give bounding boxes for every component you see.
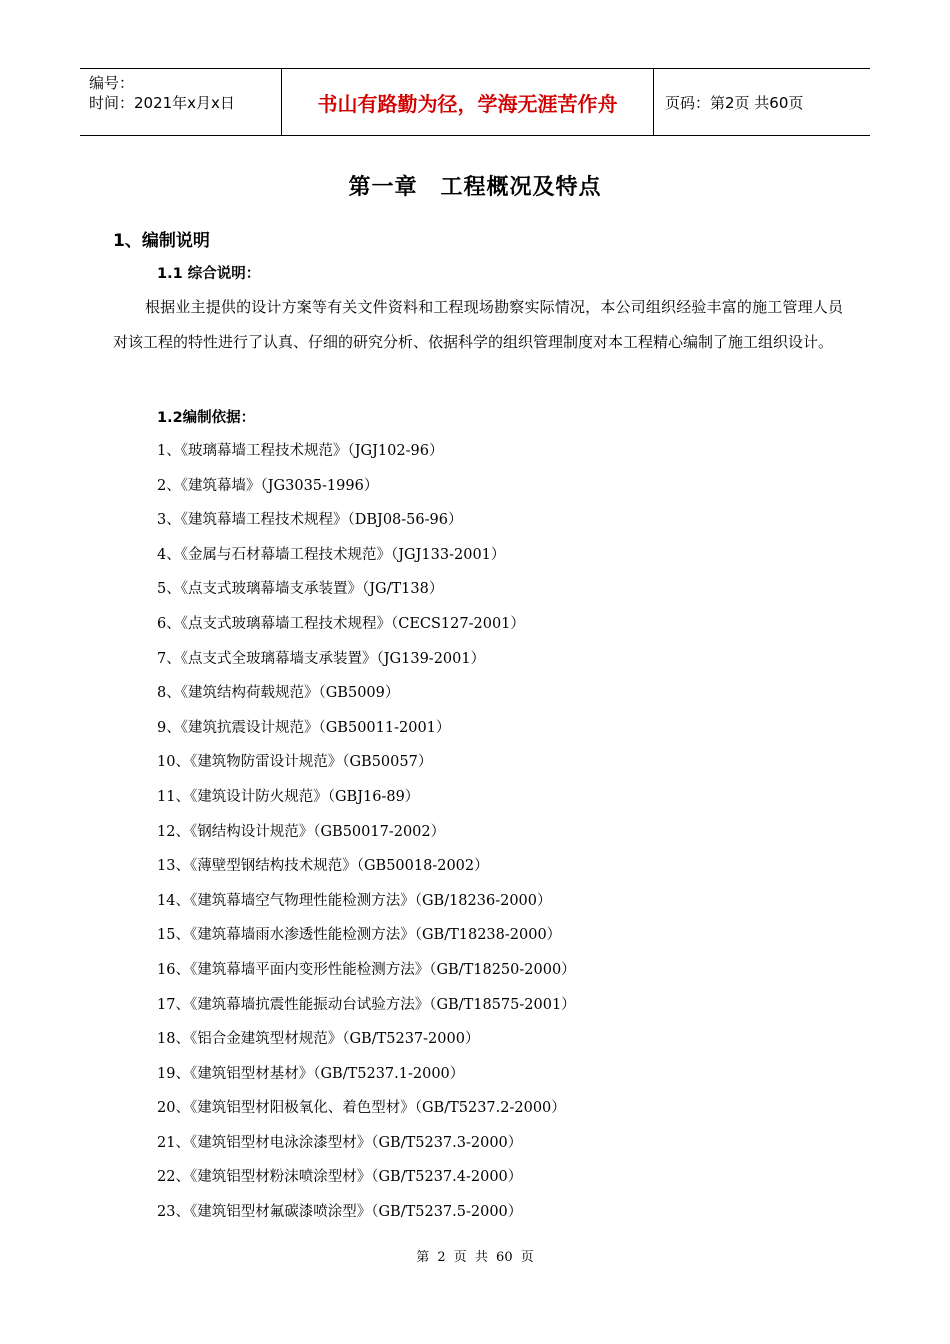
list-item: 3、《建筑幕墙工程技术规程》（DBJ08-56-96） — [157, 512, 463, 529]
section-title: 1、编制说明 — [113, 231, 210, 251]
list-item: 21、《建筑铝型材电泳涂漆型材》（GB/T5237.3-2000） — [157, 1134, 523, 1151]
subsection-title-1-1: 1.1 综合说明： — [157, 266, 261, 282]
list-item: 18、《铝合金建筑型材规范》（GB/T5237-2000） — [157, 1031, 480, 1048]
list-item: 4、《金属与石材幕墙工程技术规范》（JGJ133-2001） — [157, 546, 506, 563]
subsection-title-1-2: 1.2编制依据： — [157, 410, 256, 426]
page-header — [80, 68, 870, 136]
list-item: 17、《建筑幕墙抗震性能振动台试验方法》（GB/T18575-2001） — [157, 996, 576, 1013]
list-item: 20、《建筑铝型材阳极氧化、着色型材》（GB/T5237.2-2000） — [157, 1100, 566, 1117]
list-item: 8、《建筑结构荷载规范》（GB5009） — [157, 685, 400, 702]
list-item: 14、《建筑幕墙空气物理性能检测方法》（GB/18236-2000） — [157, 892, 552, 909]
list-item: 6、《点支式玻璃幕墙工程技术规程》（CECS127-2001） — [157, 615, 525, 632]
header-page-info: 页码：第2页 共60页 — [665, 93, 804, 112]
list-item: 16、《建筑幕墙平面内变形性能检测方法》（GB/T18250-2000） — [157, 961, 576, 978]
list-item: 12、《钢结构设计规范》（GB50017-2002） — [157, 823, 446, 840]
list-item: 10、《建筑物防雷设计规范》（GB50057） — [157, 754, 433, 771]
list-item: 9、《建筑抗震设计规范》（GB50011-2001） — [157, 719, 451, 736]
list-item: 11、《建筑设计防火规范》（GBJ16-89） — [157, 788, 420, 805]
chapter-title: 第一章 工程概况及特点 — [348, 175, 602, 200]
list-item: 19、《建筑铝型材基材》（GB/T5237.1-2000） — [157, 1065, 465, 1082]
list-item: 13、《薄壁型钢结构技术规范》（GB50018-2002） — [157, 858, 489, 875]
list-item: 1、《玻璃幕墙工程技术规范》（JGJ102-96） — [157, 443, 444, 459]
page-footer: 第 2 页 共 60 页 — [416, 1250, 534, 1265]
list-item: 2、《建筑幕墙》（JG3035-1996） — [157, 477, 379, 494]
header-meta — [80, 69, 281, 135]
list-item: 5、《点支式玻璃幕墙支承装置》（JG/T138） — [157, 581, 444, 598]
reference-list — [157, 437, 576, 1233]
header-time: 时间：2021年x月x日 — [89, 94, 235, 112]
header-motto: 书山有路勤为径，学海无涯苦作舟 — [281, 69, 654, 135]
list-item: 7、《点支式全玻璃幕墙支承装置》（JG139-2001） — [157, 650, 486, 667]
subsection-body-1-1: 根据业主提供的设计方案等有关文件资料和工程现场勘察实际情况，本公司组织经验丰富的施工管理人员对该工程的特性进行了认真、仔细的研究分析、依据科学的组织管理制度对本工程精心编制了施工组织设计。 — [113, 298, 843, 351]
list-item: 23、《建筑铝型材氟碳漆喷涂型》（GB/T5237.5-2000） — [157, 1204, 523, 1221]
list-item: 22、《建筑铝型材粉沫喷涂型材》（GB/T5237.4-2000） — [157, 1169, 523, 1186]
header-number: 编号： — [89, 74, 135, 92]
list-item: 15、《建筑幕墙雨水渗透性能检测方法》（GB/T18238-2000） — [157, 927, 562, 944]
